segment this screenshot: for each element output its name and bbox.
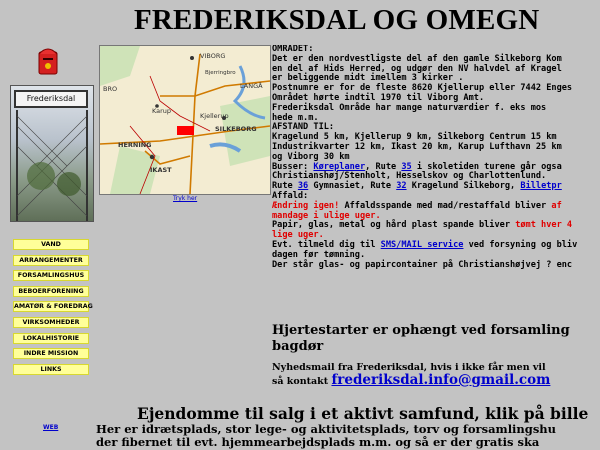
map-town-8: LANGÅ: [240, 82, 263, 90]
sidebar-nav: [13, 239, 93, 379]
map-town-6: IKAST: [150, 166, 172, 174]
sms-line-2: dagen før tømning.: [272, 249, 366, 260]
map-town-1: Bjerringbro: [205, 70, 236, 76]
paper-line: Papir, glas, metal og hård plast spande bliver tømt hver 4: [272, 220, 573, 231]
route-32-link[interactable]: 32: [396, 181, 407, 192]
info-line: Området hørte indtil 1970 til Viborg Amt.: [272, 92, 485, 103]
web-link[interactable]: WEB: [43, 424, 59, 431]
map-town-2: Karup: [152, 107, 172, 115]
info-line: Det er den nordvestligste del af den gamle Silkeborg Kom: [272, 53, 562, 64]
bus-line-3: Rute 36 Gymnasiet, Rute 32 Kragelund Silkeborg, Billetpr: [272, 181, 562, 192]
email-link[interactable]: frederiksdal.info@gmail.com: [331, 372, 551, 388]
area-map[interactable]: [99, 45, 271, 195]
waste-line-2: mandage i ulige uger.: [272, 210, 381, 221]
route-35-link[interactable]: 35: [401, 161, 412, 172]
map-town-5: HERNING: [118, 141, 152, 149]
route-36-link[interactable]: 36: [297, 181, 309, 192]
timetable-link[interactable]: Køreplaner: [313, 161, 366, 172]
distance-line: Kragelund 5 km, Kjellerup 9 km, Silkeborg Centrum 15 km: [272, 132, 557, 143]
nav-indre-mission[interactable]: INDRE MISSION: [13, 348, 89, 359]
property-sale-section: [96, 404, 600, 449]
nav-lokalhistorie[interactable]: LOKALHISTORIE: [13, 333, 89, 344]
nav-beboerforening[interactable]: BEBOERFORENING: [13, 286, 89, 297]
heading-waste: Affald:: [272, 190, 309, 201]
info-line: er beliggende midt imellem 3 kirker .: [272, 73, 464, 84]
sms-line: Evt. tilmeld dig til SMS/MAIL service ved forsyning og bliv: [272, 239, 578, 250]
property-sale-text: Her er idrætsplads, stor lege- og aktivitetsplads, torv og forsamlingshu: [96, 422, 557, 436]
nav-amator-foredrag[interactable]: AMATØR & FOREDRAG: [14, 303, 93, 311]
paper-line-2: lige uger.: [272, 230, 324, 241]
map-town-3: Kjellerup: [200, 112, 229, 120]
postbox-icon[interactable]: [37, 46, 59, 76]
info-line: Frederiksdal Område har mange naturværdier f. eks mos: [272, 102, 547, 113]
village-sign: Frederiksdal: [14, 90, 88, 108]
area-info: [272, 45, 600, 270]
heading-area: OMRÅDET:: [272, 45, 314, 54]
info-line: en del af Hids Herred, og udgør den NV halvdel af Kragel: [272, 63, 562, 74]
fence-illustration: [11, 86, 93, 221]
waste-line: Ændring igen! Affaldsspande med mad/restaffald bliver af: [272, 200, 562, 211]
village-sign-photo: [10, 85, 94, 222]
bus-line-2: Christianshøj/Stenholt, Hesselskov og Charlottenlund.: [272, 171, 547, 182]
newsletter-notice: Nyhedsmail fra Frederiksdal, hvis i ikke får men vil så kontakt frederiksdal.info@gmail.com: [272, 362, 551, 388]
nav-links[interactable]: LINKS: [13, 364, 89, 375]
nav-vand[interactable]: VAND: [13, 239, 89, 250]
bus-line: Busser: Køreplaner, Rute 35 i skoletiden turene går ogsa: [272, 161, 562, 172]
map-town-4: SILKEBORG: [215, 125, 257, 133]
defibrillator-notice: Hjertestarter er ophængt ved forsamling bagdør: [272, 323, 570, 354]
page-title: FREDERIKSDAL OG OMEGN: [134, 4, 540, 36]
map-caption-link[interactable]: Tryk her: [173, 195, 198, 202]
ticket-price-link[interactable]: Billetpr: [520, 181, 562, 192]
heading-distance: AFSTAND TIL:: [272, 122, 335, 133]
property-sale-text: der fibernet til evt. hjemmearbejdsplads m.m. og så er der gratis ska: [96, 435, 540, 449]
nav-forsamlingshus[interactable]: FORSAMLINGSHUS: [13, 270, 89, 281]
nav-virksomheder[interactable]: VIRKSOMHEDER: [13, 317, 89, 328]
nav-arrangementer[interactable]: ARRANGEMENTER: [13, 255, 89, 266]
map-town-0: VIBORG: [200, 52, 226, 60]
info-line: hede m.m.: [272, 112, 319, 123]
sms-mail-link[interactable]: SMS/MAIL service: [380, 239, 464, 250]
info-line: Postnumre er for de fleste 8620 Kjellerup eller 7442 Enges: [272, 83, 573, 94]
property-sale-heading[interactable]: Ejendomme til salg i et aktivt samfund, klik på bille: [137, 404, 589, 423]
glass-container-line: Der står glas- og papircontainer på Christianshøjvej ? enc: [272, 259, 573, 270]
frederiksdal-marker: [177, 126, 194, 135]
distance-line: og Viborg 30 km: [272, 151, 350, 162]
map-town-7: BRO: [103, 85, 118, 93]
distance-line: Industrikvarter 12 km, Ikast 20 km, Karup Lufthavn 25 km: [272, 141, 562, 152]
